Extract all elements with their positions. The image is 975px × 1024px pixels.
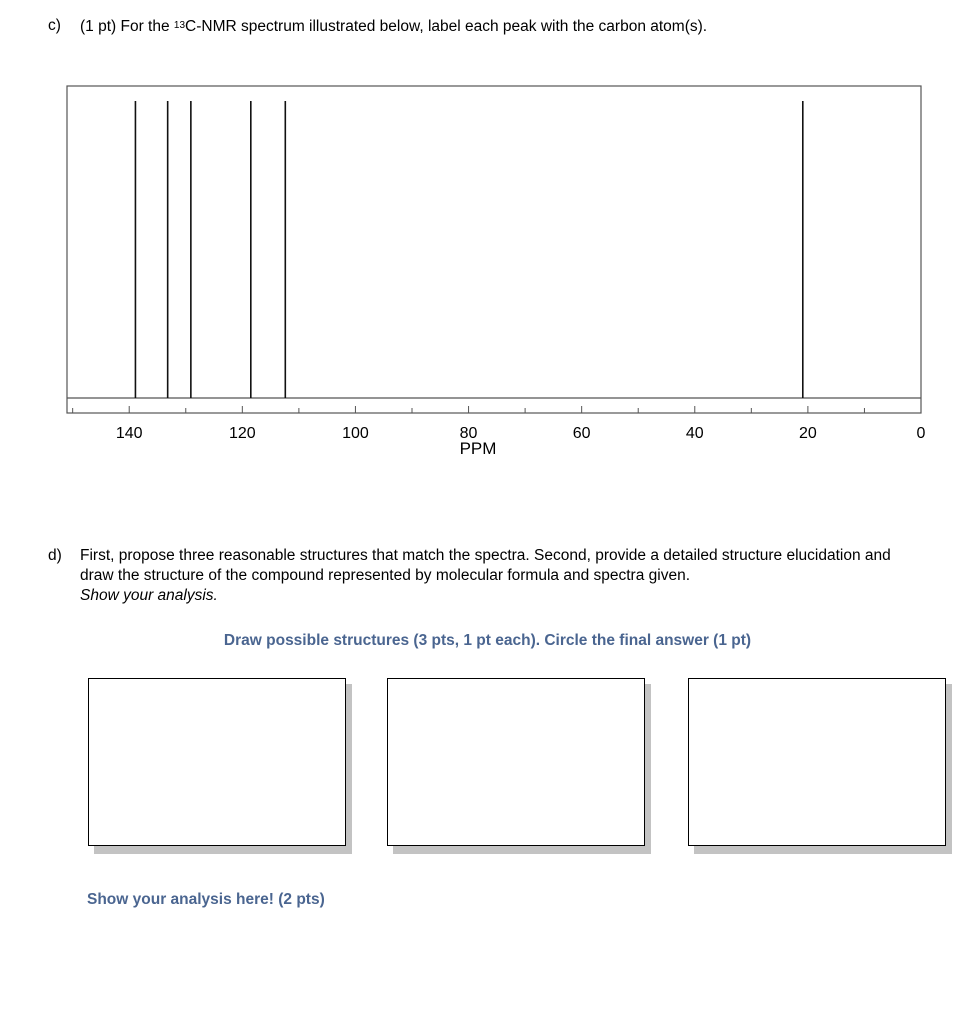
tick-label-20: 20 xyxy=(798,425,817,442)
structure-drawing-area-2[interactable] xyxy=(387,678,645,846)
peaks-layer xyxy=(135,101,802,398)
question-c-label: c) xyxy=(48,17,61,34)
structure-box-1[interactable] xyxy=(88,678,352,854)
question-c-rest: C-NMR spectrum illustrated below, label each peak with the carbon atom(s). xyxy=(185,18,708,35)
tick-label-0: 0 xyxy=(916,425,926,442)
structure-box-2[interactable] xyxy=(387,678,651,854)
tick-label-120: 120 xyxy=(228,425,256,442)
analysis-heading: Show your analysis here! (2 pts) xyxy=(87,891,325,908)
tick-label-60: 60 xyxy=(572,425,591,442)
tick-label-80: 80 xyxy=(459,425,478,442)
question-d-instructions: First, propose three reasonable structures that match the spectra. Second, provide a detailed structure elucidation and draw the structure of the compound represented by molecular formula and spectra given. xyxy=(80,547,891,584)
isotope-superscript: 13 xyxy=(173,20,186,31)
draw-structures-heading: Draw possible structures (3 pts, 1 pt each). Circle the final answer (1 pt) xyxy=(223,632,752,649)
question-c-points: (1 pt) For the xyxy=(80,18,170,35)
structure-drawing-area-3[interactable] xyxy=(688,678,946,846)
question-d-show-analysis: Show your analysis. xyxy=(80,587,218,604)
tick-label-40: 40 xyxy=(685,425,704,442)
question-d-text xyxy=(80,546,920,606)
ticks-layer xyxy=(73,406,921,413)
question-d-label: d) xyxy=(48,547,62,564)
structure-box-3[interactable] xyxy=(688,678,952,854)
nmr-spectrum-chart xyxy=(0,0,975,470)
plot-frame xyxy=(67,86,921,413)
x-axis-label: PPM xyxy=(459,439,497,458)
tick-label-100: 100 xyxy=(342,425,369,442)
tick-labels-layer xyxy=(116,425,926,442)
structure-drawing-area-1[interactable] xyxy=(88,678,346,846)
tick-label-140: 140 xyxy=(115,425,143,442)
